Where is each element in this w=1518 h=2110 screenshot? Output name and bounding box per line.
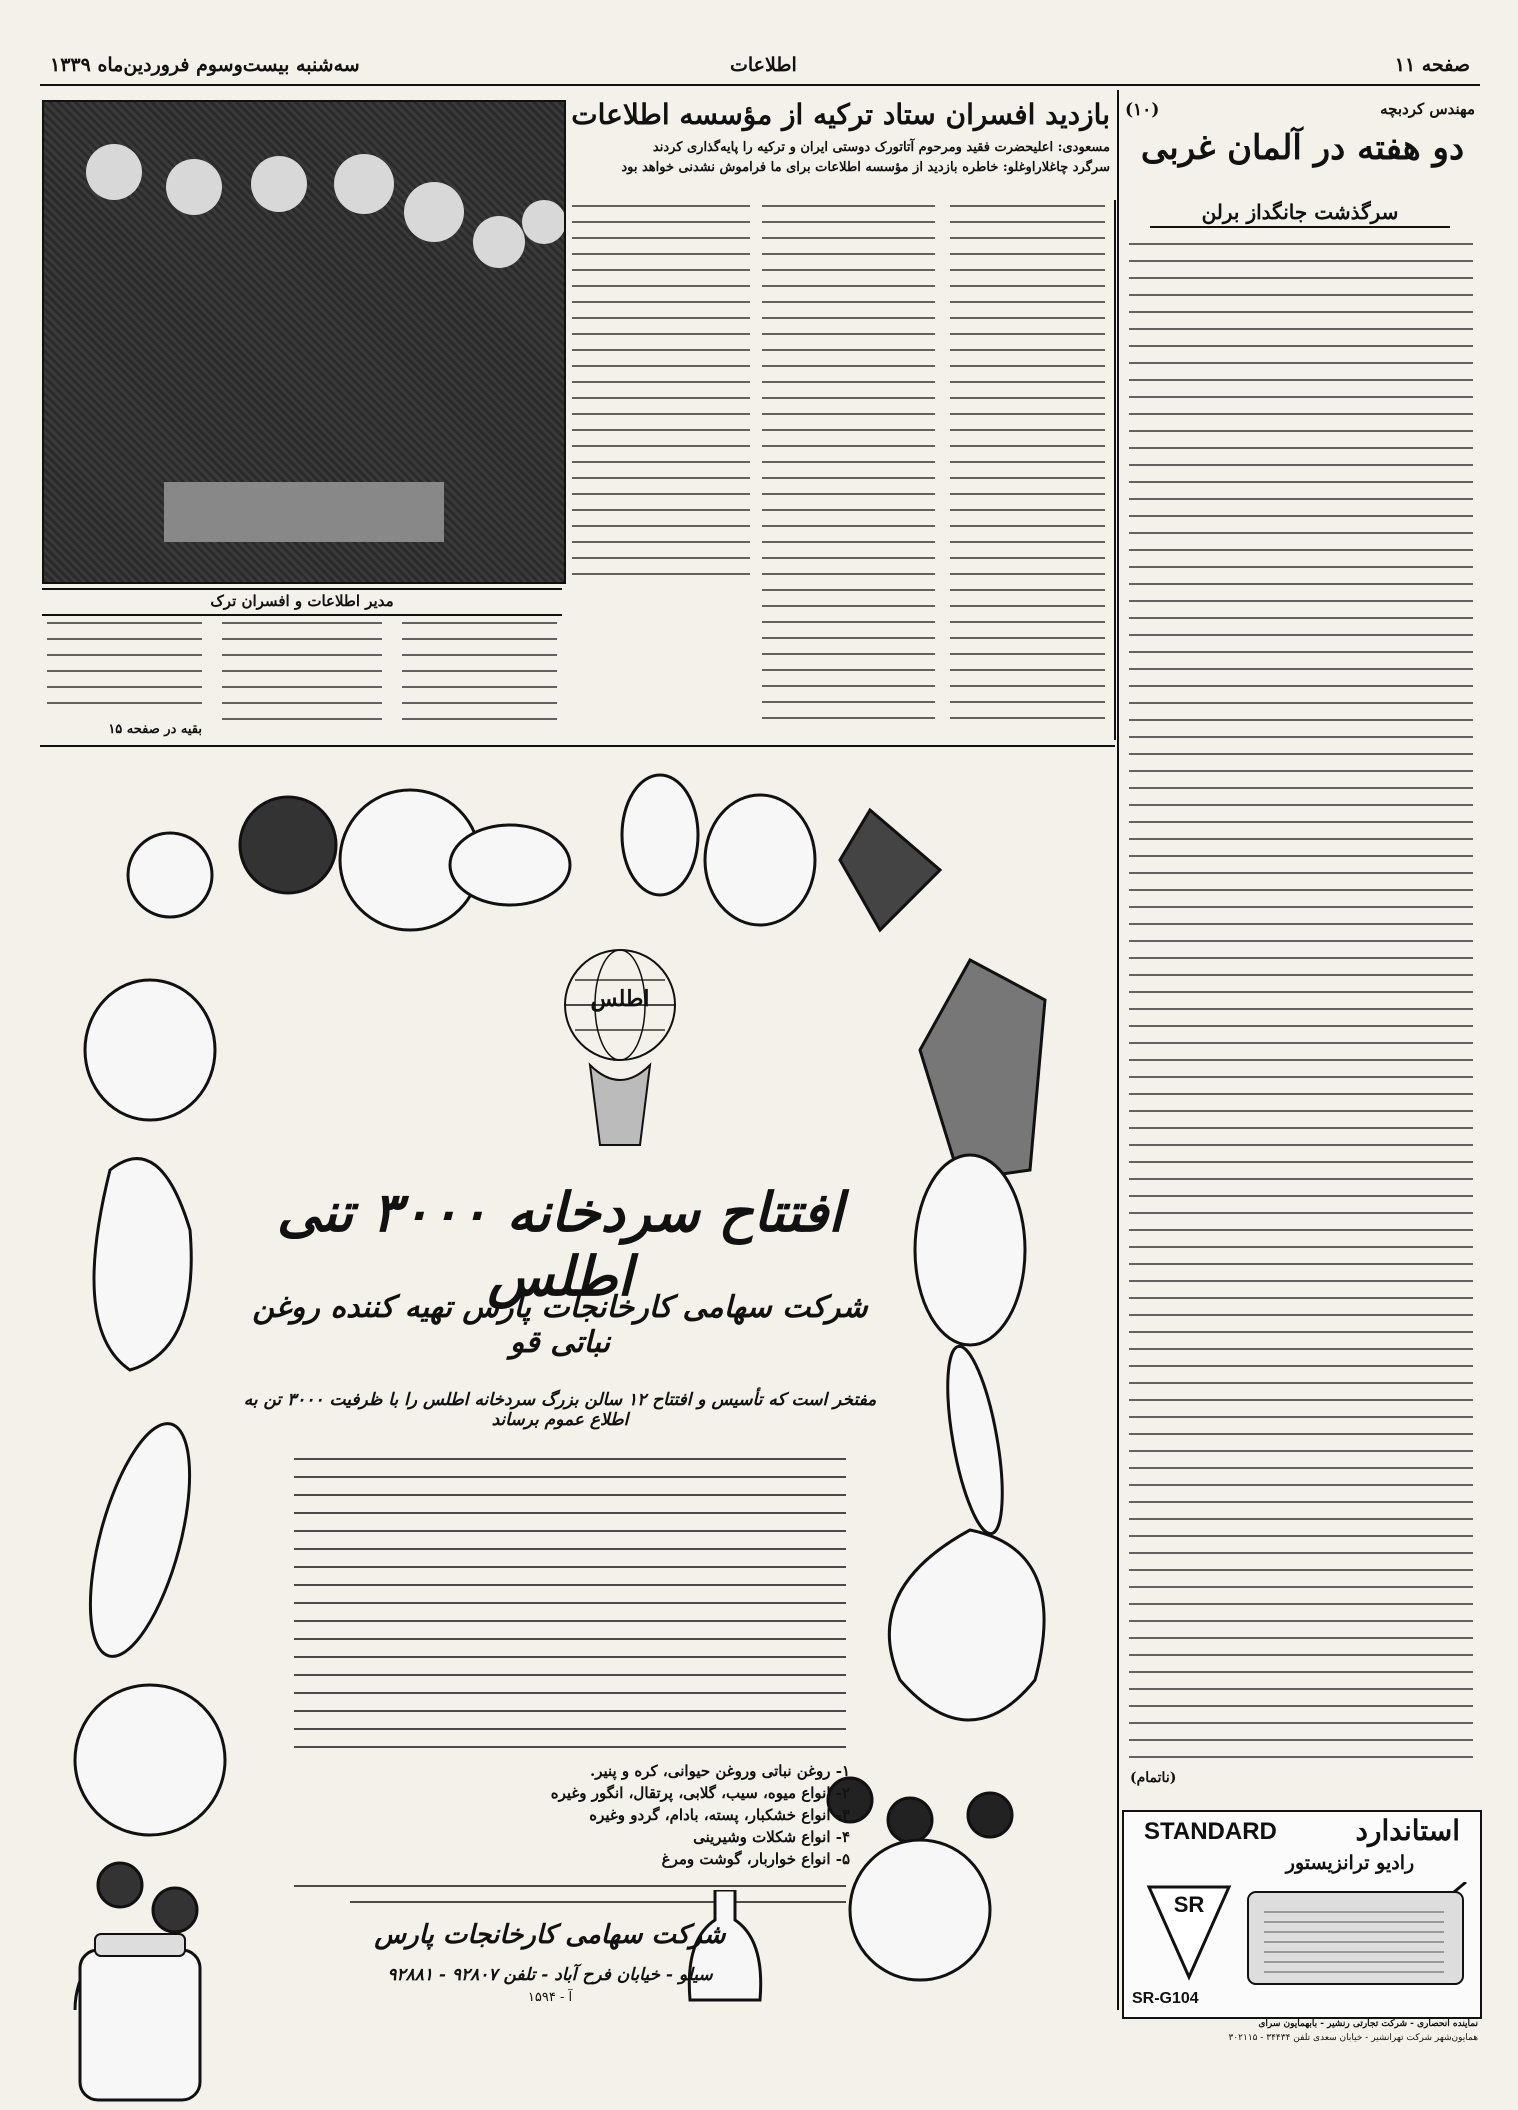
atlas-globe-logo: [510, 945, 730, 1155]
atlas-body-text: [290, 1450, 850, 1750]
atlas-item-1: ۱- روغن نباتی وروغن حیوانی، کره و پنیر.: [589, 1762, 850, 1780]
article-end-mark: (ناتمام): [1130, 1770, 1177, 1786]
column-rule: [1117, 90, 1119, 2010]
series-number: (۱۰): [1125, 100, 1160, 120]
page-number: صفحه ۱۱: [1394, 54, 1470, 76]
standard-ad: [1122, 1810, 1482, 2019]
atlas-item-5: ۵- انواع خواربار، گوشت ومرغ: [661, 1850, 850, 1868]
atlas-announcement: مفتخر است که تأسیس و افتتاح ۱۲ سالن بزرگ سردخانه اطلس را با ظرفیت ۳۰۰۰ تن به اطلاع عموم برساند: [243, 1390, 877, 1430]
atlas-ad-code: آ - ۱۵۹۴: [527, 1990, 573, 2005]
germany-body-text: [1125, 235, 1477, 1765]
atlas-item-2: ۲- انواع میوه، سیب، گلابی، پرتقال، انگور وغیره: [550, 1784, 850, 1802]
radio-illustration: [1244, 1882, 1469, 1992]
jar-illustration: [70, 1930, 220, 2110]
visit-subhead-1: مسعودی: اعلیحضرت فقید ومرحوم آتاتورک دوستی ایران و ترکیه را پایه‌گذاری کردند: [652, 140, 1110, 155]
atlas-items-list: [290, 1760, 850, 1872]
officers-photo: [42, 100, 566, 584]
atlas-item-3: ۳- انواع خشکبار، پسته، بادام، گردو وغیره: [589, 1806, 850, 1824]
germany-subhead: سرگذشت جانگداز برلن: [1150, 200, 1450, 228]
germany-headline: دو هفته در آلمان غربی: [1140, 128, 1465, 168]
standard-brand-latin: STANDARD: [1144, 1818, 1277, 1845]
section-divider: [40, 745, 1115, 747]
continued-note: بقیه در صفحه ۱۵: [108, 722, 202, 737]
article-author: مهندس کردبچه: [1380, 100, 1475, 118]
atlas-signature: شرکت سهامی کارخانجات پارس: [374, 1920, 726, 1950]
standard-address: همایون‌شهر شرکت تهرانشیر - خیابان سعدی تلفن ۳۴۴۳۴ - ۳۰۲۱۱۵: [1228, 2033, 1478, 2043]
visit-subhead-2: سرگرد چاغلاراوغلو: خاطره بازدید از مؤسسه اطلاعات برای ما فراموش نشدنی خواهد بود: [621, 160, 1110, 175]
visit-headline: بازدید افسران ستاد ترکیه از مؤسسه اطلاعات: [571, 98, 1110, 131]
standard-product: رادیو ترانزیستور: [1285, 1852, 1415, 1874]
atlas-title: افتتاح سردخانه ۳۰۰۰ تنی اطلس: [276, 1180, 844, 1308]
visit-body-text: [570, 200, 1110, 740]
atlas-logo-text: اطلس: [590, 986, 650, 1012]
standard-agent: نماینده انحصاری - شرکت تجارتی رنشیر - بابهمایون سرای: [1258, 2019, 1478, 2029]
issue-date: سه‌شنبه بیست‌وسوم فروردین‌ماه ۱۳۳۹: [50, 54, 360, 76]
atlas-address: سیلو - خیابان فرح آباد - تلفن ۹۲۸۰۷ - ۹۲۸۸۱: [387, 1965, 713, 1985]
sr-badge: SR: [1173, 1892, 1205, 1917]
standard-brand-farsi: استاندارد: [1355, 1814, 1460, 1847]
standard-model: SR-G104: [1132, 1990, 1199, 2007]
atlas-company: شرکت سهامی کارخانجات پارس تهیه کننده روغن نباتی قو: [252, 1290, 868, 1360]
photo-caption: مدیر اطلاعات و افسران ترک: [42, 588, 562, 616]
atlas-item-4: ۴- انواع شکلات وشیرینی: [693, 1828, 850, 1846]
atlas-ad: [40, 750, 1115, 2010]
page-header: [40, 48, 1480, 86]
paper-name: اطلاعات: [730, 54, 797, 76]
